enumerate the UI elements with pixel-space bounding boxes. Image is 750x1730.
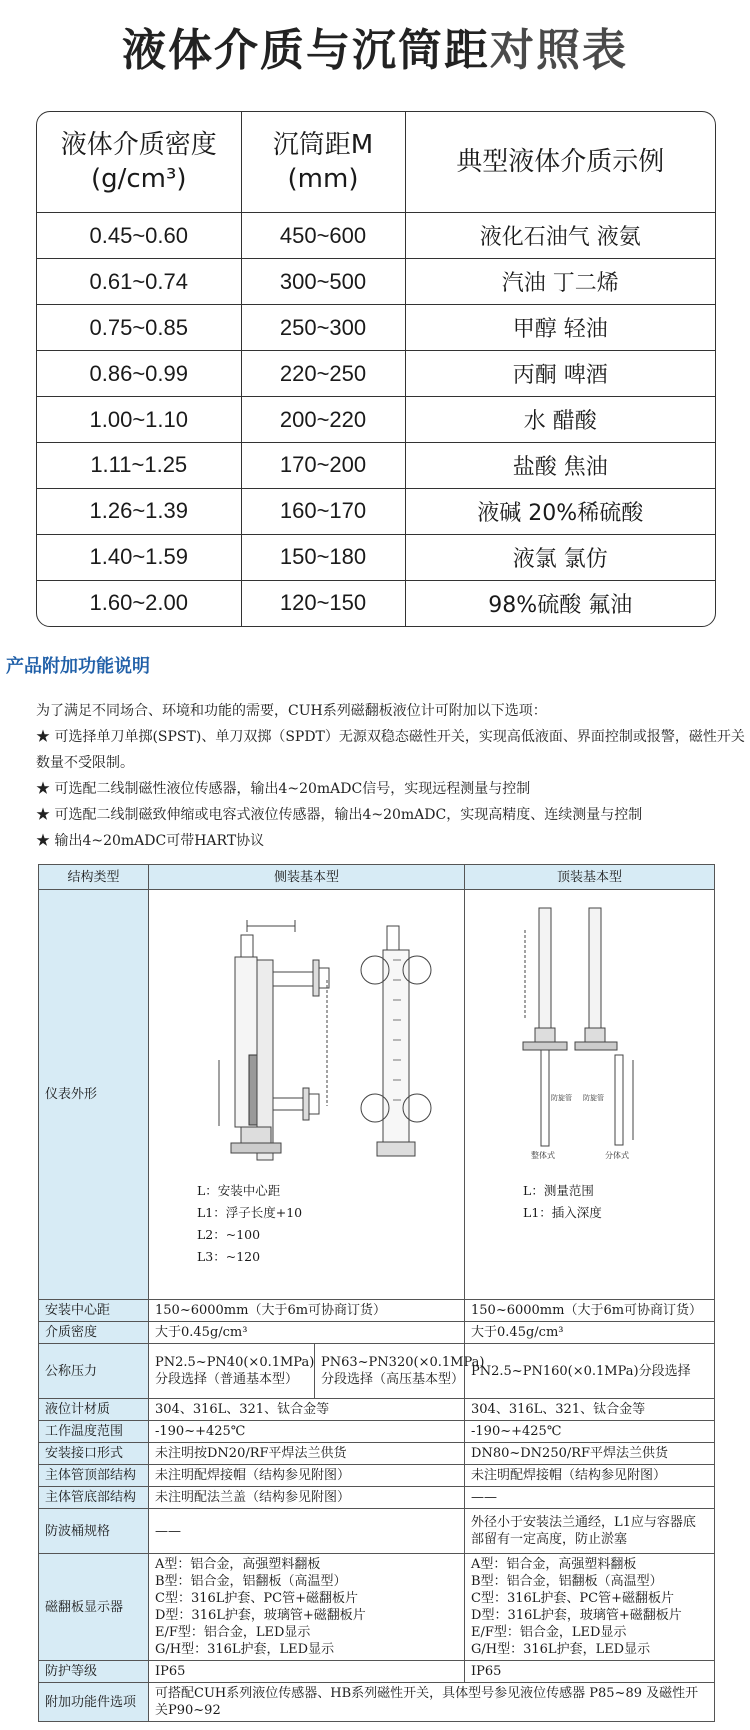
bullet-2: ★ 可选配二线制磁性液位传感器，输出4~20mADC信号，实现远程测量与控制 bbox=[36, 781, 531, 797]
table-row bbox=[37, 397, 715, 443]
spec-label: 防波桶规格 bbox=[39, 1509, 149, 1554]
header-distance: 沉筒距M (mm) bbox=[241, 112, 405, 213]
spec-side-list bbox=[149, 1554, 465, 1661]
spec-side: —— bbox=[149, 1509, 465, 1554]
bullet-1: ★ 可选择单刀单掷(SPST)、单刀双掷（SPDT）无源双稳态磁性开关，实现高低液面、界面控制或报警，磁性开关数量不受限制。 bbox=[36, 729, 745, 771]
legend-item: L1：插入深度 bbox=[523, 1205, 602, 1220]
list-item: E/F型：铝合金，LED显示 bbox=[155, 1625, 311, 1640]
spec-top: —— bbox=[465, 1487, 715, 1509]
table-row bbox=[37, 442, 715, 488]
header-density: 液体介质密度 (g/cm³) bbox=[37, 112, 241, 213]
header-examples: 典型液体介质示例 bbox=[405, 112, 715, 213]
cell: 220~250 bbox=[241, 351, 405, 397]
label-appearance: 仪表外形 bbox=[39, 890, 149, 1300]
spec-label: 液位计材质 bbox=[39, 1399, 149, 1421]
top-legend bbox=[523, 1180, 602, 1224]
spec-top: 304、316L、321、钛合金等 bbox=[465, 1399, 715, 1421]
spec-side: 大于0.45g/cm³ bbox=[149, 1322, 465, 1344]
fig-label-split: 分体式 bbox=[605, 1151, 630, 1160]
spec-side: -190~+425℃ bbox=[149, 1421, 465, 1443]
fig-label-guard-1: 防旋管 bbox=[551, 1094, 573, 1102]
spec-row bbox=[39, 1399, 715, 1421]
spec-side: 未注明配法兰盖（结构参见附图） bbox=[149, 1487, 465, 1509]
list-item: A型：铝合金，高强塑料翻板 bbox=[155, 1557, 321, 1572]
list-item: B型：铝合金，铝翻板（高温型） bbox=[471, 1574, 663, 1589]
spec-label: 介质密度 bbox=[39, 1322, 149, 1344]
spec-top-list bbox=[465, 1554, 715, 1661]
title-tail: 对照表 bbox=[490, 25, 628, 76]
cell: 1.26~1.39 bbox=[37, 488, 241, 534]
intro-text bbox=[8, 698, 746, 854]
cell: 300~500 bbox=[241, 259, 405, 305]
cell: 450~600 bbox=[241, 213, 405, 259]
intro-lead: 为了满足不同场合、环境和功能的需要，CUH系列磁翻板液位计可附加以下选项： bbox=[36, 703, 547, 719]
spec-full: 可搭配CUH系列液位传感器、HB系列磁性开关，具体型号参见液位传感器 P85~89 及磁性开关P90~92 bbox=[149, 1683, 715, 1722]
head-side: 侧装基本型 bbox=[149, 865, 465, 890]
density-table bbox=[36, 111, 716, 627]
spec-label: 主体管顶部结构 bbox=[39, 1465, 149, 1487]
spec-side: IP65 bbox=[149, 1661, 465, 1683]
cell: 水 醋酸 bbox=[405, 397, 715, 443]
table-row bbox=[37, 580, 715, 626]
spec-side: 150~6000mm（大于6m可协商订货） bbox=[149, 1300, 465, 1322]
spec-label: 附加功能件选项 bbox=[39, 1683, 149, 1722]
cell: 0.45~0.60 bbox=[37, 213, 241, 259]
cell: 1.60~2.00 bbox=[37, 580, 241, 626]
cell: 150~180 bbox=[241, 534, 405, 580]
spec-top: PN2.5~PN160(×0.1MPa)分段选择 bbox=[465, 1344, 715, 1399]
top-figure-cell bbox=[465, 890, 715, 1300]
appearance-row bbox=[39, 890, 715, 1300]
cell: 丙酮 啤酒 bbox=[405, 351, 715, 397]
legend-item: L1：浮子长度+10 bbox=[197, 1205, 303, 1220]
spec-top: 150~6000mm（大于6m可协商订货） bbox=[465, 1300, 715, 1322]
spec-top: 外径小于安装法兰通经，L1应与容器底部留有一定高度，防止淤塞 bbox=[465, 1509, 715, 1554]
fig-label-integral: 整体式 bbox=[531, 1151, 556, 1160]
spec-top: DN80~DN250/RF平焊法兰供货 bbox=[465, 1443, 715, 1465]
table-row bbox=[37, 534, 715, 580]
cell: 1.11~1.25 bbox=[37, 442, 241, 488]
cell: 98%硫酸 氟油 bbox=[488, 592, 633, 618]
spec-side: 304、316L、321、钛合金等 bbox=[149, 1399, 465, 1421]
side-figure-cell bbox=[149, 890, 465, 1300]
table-row bbox=[37, 259, 715, 305]
table-row bbox=[37, 213, 715, 259]
list-item: G/H型：316L护套，LED显示 bbox=[471, 1642, 651, 1657]
side-mount-drawing bbox=[149, 890, 465, 1170]
spec-side-a: PN2.5~PN40(×0.1MPa)分段选择（普通基本型） bbox=[149, 1344, 315, 1399]
cell: 液碱 20%稀硫酸 bbox=[405, 488, 715, 534]
table-row bbox=[37, 488, 715, 534]
list-item: A型：铝合金，高强塑料翻板 bbox=[471, 1557, 637, 1572]
legend-item: L3：~120 bbox=[197, 1249, 261, 1264]
spec-row bbox=[39, 1344, 715, 1399]
spec-label: 防护等级 bbox=[39, 1661, 149, 1683]
cell: 170~200 bbox=[241, 442, 405, 488]
spec-label: 主体管底部结构 bbox=[39, 1487, 149, 1509]
spec-label: 安装中心距 bbox=[39, 1300, 149, 1322]
cell: 液氯 氯仿 bbox=[405, 534, 715, 580]
cell: 0.75~0.85 bbox=[37, 305, 241, 351]
spec-row bbox=[39, 1322, 715, 1344]
spec-table bbox=[38, 864, 715, 1722]
spec-side: 未注明配焊接帽（结构参见附图） bbox=[149, 1465, 465, 1487]
cell: 0.86~0.99 bbox=[37, 351, 241, 397]
spec-label: 工作温度范围 bbox=[39, 1421, 149, 1443]
cell: 160~170 bbox=[241, 488, 405, 534]
head-top: 顶装基本型 bbox=[465, 865, 715, 890]
list-item: C型：316L护套、PC管+磁翻板片 bbox=[155, 1591, 358, 1606]
list-item: E/F型：铝合金，LED显示 bbox=[471, 1625, 627, 1640]
spec-row bbox=[39, 1465, 715, 1487]
spec-label: 磁翻板显示器 bbox=[39, 1554, 149, 1661]
fig-label-guard-2: 防旋管 bbox=[583, 1094, 605, 1102]
cell: 汽油 丁二烯 bbox=[405, 259, 715, 305]
cell: 液化石油气 液氨 bbox=[405, 213, 715, 259]
spec-row bbox=[39, 1300, 715, 1322]
table-row bbox=[37, 351, 715, 397]
list-item: D型：316L护套，玻璃管+磁翻板片 bbox=[155, 1608, 366, 1623]
spec-top: 未注明配焊接帽（结构参见附图） bbox=[465, 1465, 715, 1487]
cell: 甲醇 轻油 bbox=[405, 305, 715, 351]
cell: 1.00~1.10 bbox=[37, 397, 241, 443]
list-item: D型：316L护套，玻璃管+磁翻板片 bbox=[471, 1608, 682, 1623]
legend-item: L：安装中心距 bbox=[197, 1183, 281, 1198]
spec-side: 未注明按DN20/RF平焊法兰供货 bbox=[149, 1443, 465, 1465]
head-structure: 结构类型 bbox=[39, 865, 149, 890]
spec-row bbox=[39, 1421, 715, 1443]
spec-label: 公称压力 bbox=[39, 1344, 149, 1399]
list-item: G/H型：316L护套，LED显示 bbox=[155, 1642, 335, 1657]
cell: 200~220 bbox=[241, 397, 405, 443]
top-mount-drawing bbox=[465, 890, 715, 1170]
spec-row bbox=[39, 1509, 715, 1554]
spec-top: -190~+425℃ bbox=[465, 1421, 715, 1443]
list-item: B型：铝合金，铝翻板（高温型） bbox=[155, 1574, 347, 1589]
side-legend bbox=[197, 1180, 302, 1268]
list-item: C型：316L护套、PC管+磁翻板片 bbox=[471, 1591, 674, 1606]
spec-label: 安装接口形式 bbox=[39, 1443, 149, 1465]
table-row bbox=[37, 305, 715, 351]
cell: 1.40~1.59 bbox=[37, 534, 241, 580]
spec-row bbox=[39, 1443, 715, 1465]
legend-item: L2：~100 bbox=[197, 1227, 261, 1242]
spec-head-row bbox=[39, 865, 715, 890]
cell: 250~300 bbox=[241, 305, 405, 351]
bullet-3: ★ 可选配二线制磁致伸缩或电容式液位传感器，输出4~20mADC，实现高精度、连续测量与控制 bbox=[36, 807, 643, 823]
spec-row bbox=[39, 1661, 715, 1683]
spec-top: IP65 bbox=[465, 1661, 715, 1683]
bullet-4: ★ 输出4~20mADC可带HART协议 bbox=[36, 833, 265, 849]
cell: 0.61~0.74 bbox=[37, 259, 241, 305]
cell: 盐酸 焦油 bbox=[405, 442, 715, 488]
spec-row bbox=[39, 1554, 715, 1661]
title-main: 液体介质与沉筒距 bbox=[122, 25, 490, 76]
density-header-row bbox=[37, 112, 715, 213]
spec-row bbox=[39, 1487, 715, 1509]
spec-row bbox=[39, 1683, 715, 1722]
cell: 120~150 bbox=[241, 580, 405, 626]
legend-item: L：测量范围 bbox=[523, 1183, 594, 1198]
section-title: 产品附加功能说明 bbox=[6, 656, 150, 677]
page-title bbox=[0, 14, 750, 78]
spec-side-b: PN63~PN320(×0.1MPa)分段选择（高压基本型） bbox=[315, 1344, 465, 1399]
spec-top: 大于0.45g/cm³ bbox=[465, 1322, 715, 1344]
